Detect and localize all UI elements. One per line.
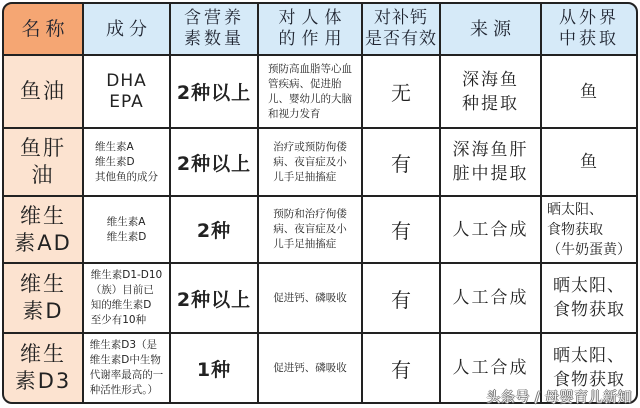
cell-ingredients-text: 维生素A 维生素D <box>106 215 147 243</box>
cell-effect-text: 促进钙、磷吸收 <box>273 361 347 374</box>
cell-nutrient-count <box>171 264 257 332</box>
header-nutrient-count-label: 含营养 素数量 <box>184 8 244 49</box>
cell-effect <box>259 334 361 402</box>
cell-calcium-effective <box>363 197 439 262</box>
cell-source-text: 人工合成 <box>452 288 529 308</box>
cell-ingredients <box>84 56 169 127</box>
cell-effect <box>259 264 361 332</box>
cell-external-source-text: 鱼 <box>580 81 598 102</box>
cell-nutrient-count <box>171 197 257 262</box>
cell-source <box>441 56 540 127</box>
cell-effect-text: 促进钙、磷吸收 <box>273 291 347 304</box>
cell-source <box>441 129 540 195</box>
cell-external-source <box>542 56 636 127</box>
header-effect-label: 对人体 的作用 <box>278 8 348 49</box>
cell-effect <box>259 129 361 195</box>
cell-name <box>4 56 82 127</box>
cell-external-source <box>542 264 636 332</box>
cell-external-source-text: 晒太阳、 食物获取 <box>553 346 625 390</box>
cell-calcium-effective-text: 有 <box>391 357 411 382</box>
cell-nutrient-count-text: 2种以上 <box>176 152 252 175</box>
header-external-source-label: 从外界 中获取 <box>559 8 619 49</box>
cell-nutrient-count-text: 2种以上 <box>176 288 252 311</box>
cell-effect <box>259 56 361 127</box>
header-ingredients-label: 成分 <box>106 18 152 40</box>
header-name <box>4 4 82 54</box>
header-calcium-effective <box>363 4 439 54</box>
cell-external-source-text: 晒太阳、 食物获取 <box>553 276 625 320</box>
cell-calcium-effective-text: 有 <box>391 287 411 312</box>
cell-name <box>4 264 82 332</box>
cell-name-text: 维生 素D3 <box>14 342 72 393</box>
cell-source <box>441 197 540 262</box>
cell-source-text: 深海鱼 种提取 <box>462 69 519 114</box>
cell-name-text: 鱼肝 油 <box>20 136 66 187</box>
cell-effect-text: 预防高血脂等心血 管疾病、促进胎 儿、婴幼儿的大脑 和视力发育 <box>268 62 352 120</box>
cell-external-source <box>542 197 636 262</box>
cell-source <box>441 264 540 332</box>
cell-effect <box>259 197 361 262</box>
cell-source-text: 人工合成 <box>452 219 529 240</box>
cell-ingredients <box>84 129 169 195</box>
cell-external-source-text: 鱼 <box>580 152 598 172</box>
cell-name <box>4 334 82 402</box>
cell-nutrient-count-text: 1种 <box>196 358 232 381</box>
cell-source-text: 人工合成 <box>452 358 529 378</box>
cell-external-source-text: 晒太阳、 食物获取 （牛奶蛋黄） <box>547 201 631 258</box>
cell-ingredients-text: 维生素A 维生素D 其他鱼的成分 <box>95 140 158 183</box>
cell-calcium-effective-text: 有 <box>391 151 411 176</box>
cell-calcium-effective <box>363 264 439 332</box>
header-name-label: 名称 <box>21 17 70 40</box>
header-ingredients <box>84 4 169 54</box>
cell-ingredients-text: 维生素D3（是 维生素D中生物 代谢率最高的一 种活性形式。） <box>89 339 164 396</box>
cell-effect-text: 预防和治疗佝偻 病、夜盲症及小 儿手足抽搐症 <box>273 208 347 250</box>
cell-nutrient-count <box>171 334 257 402</box>
cell-calcium-effective-text: 无 <box>391 81 411 105</box>
cell-ingredients <box>84 334 169 402</box>
cell-nutrient-count-text: 2种以上 <box>176 82 252 104</box>
cell-external-source <box>542 129 636 195</box>
cell-ingredients <box>84 197 169 262</box>
cell-calcium-effective-text: 有 <box>391 219 411 243</box>
cell-name-text: 维生 素D <box>20 272 66 323</box>
cell-ingredients <box>84 264 169 332</box>
header-nutrient-count <box>171 4 257 54</box>
cell-source-text: 深海鱼肝 脏中提取 <box>452 140 529 184</box>
cell-calcium-effective <box>363 56 439 127</box>
cell-calcium-effective <box>363 129 439 195</box>
header-calcium-effective-label: 对补钙 是否有效 <box>365 8 437 49</box>
cell-nutrient-count <box>171 56 257 127</box>
header-external-source <box>542 4 636 54</box>
cell-ingredients-text: DHA EPA <box>106 70 147 112</box>
header-source-label: 来源 <box>470 18 516 40</box>
cell-effect-text: 治疗或预防佝偻 病、夜盲症及小 儿手足抽搐症 <box>273 140 347 183</box>
cell-name <box>4 129 82 195</box>
cell-ingredients-text: 维生素D1-D10 （族）目前已 知的维生素D 至少有10种 <box>90 269 163 326</box>
cell-name <box>4 197 82 262</box>
header-source <box>441 4 540 54</box>
cell-nutrient-count-text: 2种 <box>196 220 232 242</box>
cell-name-text: 维生 素AD <box>14 203 72 255</box>
cell-name-text: 鱼油 <box>20 79 66 103</box>
comparison-table <box>2 2 638 404</box>
cell-calcium-effective <box>363 334 439 402</box>
cell-nutrient-count <box>171 129 257 195</box>
header-effect <box>259 4 361 54</box>
watermark: 头条号 / 母婴育儿新知 <box>486 390 632 406</box>
